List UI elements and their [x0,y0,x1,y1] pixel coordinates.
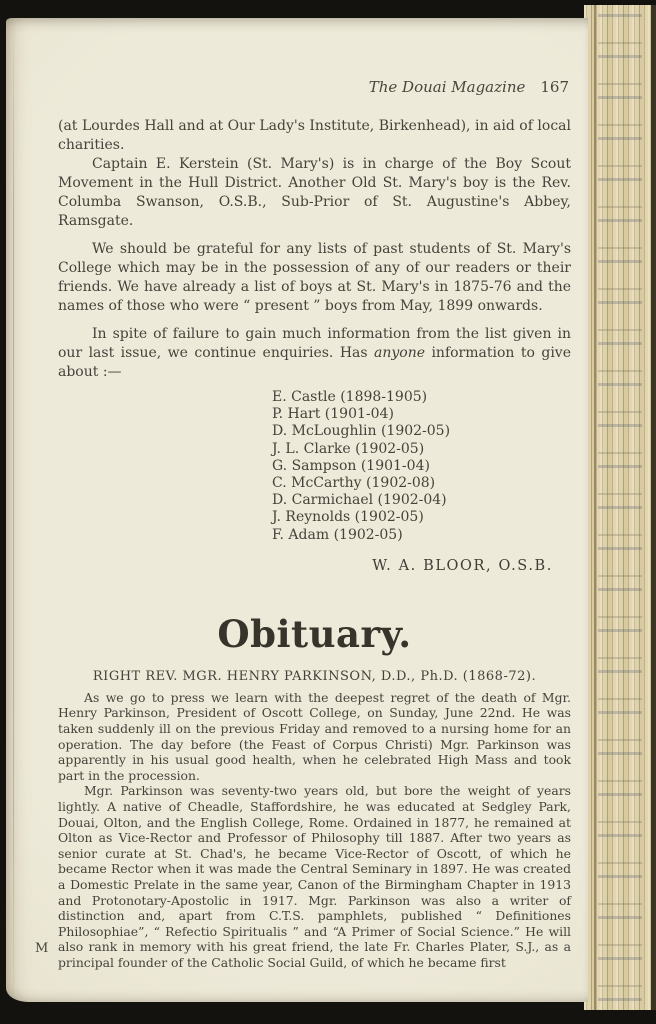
book-fore-edge-pages [584,5,656,1010]
list-item: F. Adam (1902-05) [272,526,403,543]
paragraph-grateful-lists: We should be grateful for any lists of past students of St. Mary's College which may be in the possession of any of our readers or their friends. We have already a list of boys at St. Mary's in 1875-76 and the names of those who were “ present ” boys from May, 1899 onwards. [58,241,571,314]
paragraph-enquiry-intro [58,325,571,382]
page-number: 167 [540,78,569,96]
fore-edge-speckles [598,5,642,1010]
list-item: C. McCarthy (1902-08) [272,475,436,492]
magazine-page [6,18,588,1002]
paragraph-lourdes-hall: (at Lourdes Hall and at Our Lady's Institute, Birkenhead), in aid of local charities. [58,118,571,153]
list-item: P. Hart (1901-04) [272,406,394,423]
obituary-subheading: RIGHT REV. MGR. HENRY PARKINSON, D.D., Ph.D. (1868-72). [92,668,537,684]
magazine-title: The Douai Magazine [368,78,526,96]
book-cover-edge [651,5,656,1010]
fore-edge-divider [594,5,596,1010]
page-content [6,18,588,1002]
list-item: G. Sampson (1901-04) [272,457,430,474]
enquiry-intro-pre: In spite of failure to gain much information from the list given in our last issue, we continue enquiries. Has [58,326,571,361]
obituary-paragraph: As we go to press we learn with the deepest regret of the death of Mgr. Henry Parkinson, President of Oscott College, on Sunday, June 22nd. He was taken suddenly ill on the previous Friday and removed to a nursing home for an operation. The day before (the Feast of Corpus Christi) Mgr. Parkinson was apparently in his usual good health, when he celebrated High Mass and took part in the procession. [58,689,571,783]
enquiry-list [272,389,571,544]
author-signature: W. A. BLOOR, O.S.B. [372,557,553,574]
printers-signature-mark: M [35,941,49,956]
obituary-paragraph: Mgr. Parkinson was seventy-two years old, but bore the weight of years lightly. A native of Cheadle, Staffordshire, he was educated at Sedgley Park, Douai, Olton, and the English College, Rome. Ordained in 1877, he remained at Olton as Vice-Rector and Professor of Philosophy till 1887. After two years as senior curate at St. Chad's, he became Vice-Rector of Oscott, of which he became Rector when it was made the Central Seminary in 1897. He was created a Domestic Prelate in the same year, Canon of the Birmingham Chapter in 1913 and Protonotary-Apostolic in 1917. Mgr. Parkinson was also a writer of distinction and, apart from C.T.S. pamphlets, published “ Definitiones Philosophiae”, “ Refectio Spiritualis ” and “A Primer of Social Science.” He will also rank in memory with his great friend, the late Fr. Charles Plater, S.J., as a principal founder of the Catholic Social Guild, of which he became first [58,783,571,970]
list-item: J. Reynolds (1902-05) [272,509,424,526]
list-item: E. Castle (1898-1905) [272,389,428,405]
obituary-heading: Obituary. [217,611,412,656]
paragraph-kerstein: Captain E. Kerstein (St. Mary's) is in charge of the Boy Scout Movement in the Hull District. Another Old St. Mary's boy is the Rev. Columba Swanson, O.S.B., Sub-Prior of St. Augustine's Abbey, Ramsgate. [58,156,571,229]
list-item: J. L. Clarke (1902-05) [272,440,425,457]
enquiry-intro-post: information to give about :— [58,345,571,380]
enquiry-intro-emphasis: anyone [374,345,426,361]
running-header [58,78,569,96]
list-item: D. Carmichael (1902-04) [272,492,447,509]
list-item: D. McLoughlin (1902-05) [272,423,451,440]
